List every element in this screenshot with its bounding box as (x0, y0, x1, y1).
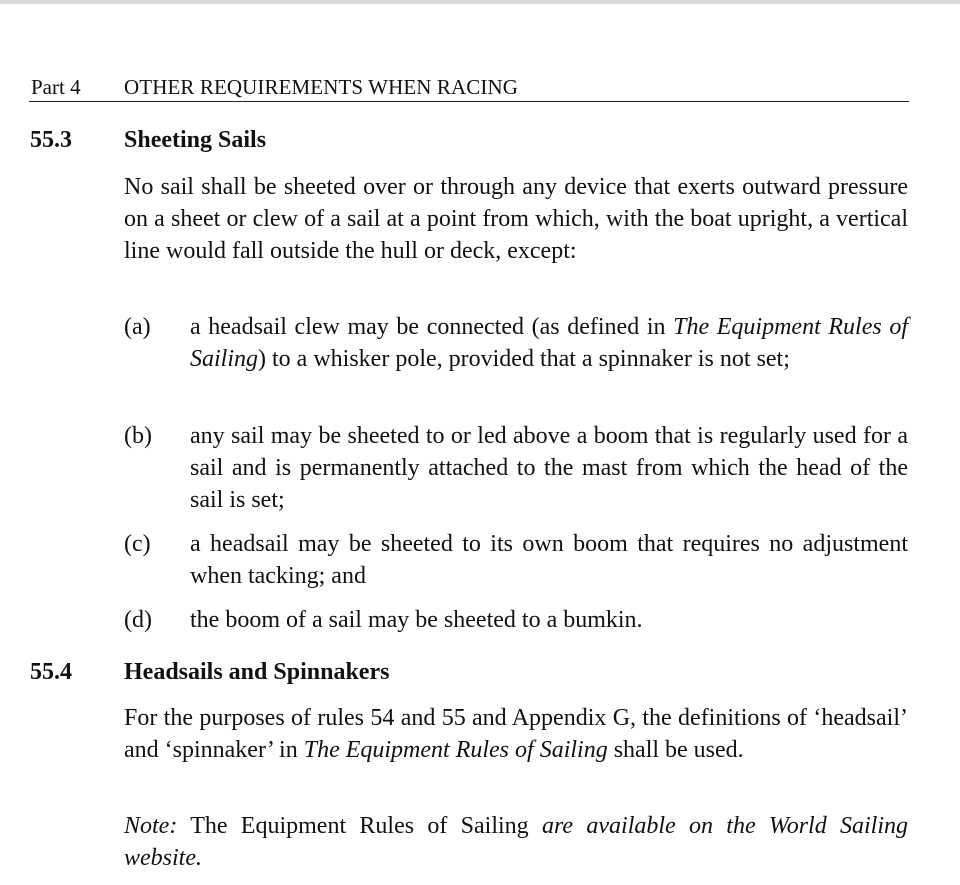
item-d-label: (d) (124, 607, 152, 633)
item-b-text: any sail may be sheeted to or led above a boom that is regularly used for a sail and is permanently attached to the mast from which the head of the sail is set; (190, 423, 908, 513)
top-border-strip (0, 0, 960, 4)
rule-55-4-title: Headsails and Spinnakers (124, 659, 390, 685)
item-c-label: (c) (124, 531, 151, 557)
rule-55-4-text-part2: shall be used. (607, 737, 744, 763)
rule-55-3-number: 55.3 (30, 127, 72, 153)
item-b-label: (b) (124, 423, 152, 449)
rule-55-3-intro: No sail shall be sheeted over or through any device that exerts outward pressure on a sheet or clew of a sail at a point from which, with the boat upright, a vertical line would fall outside the hull or deck, except: (124, 174, 908, 264)
rule-55-4-note (124, 810, 908, 874)
rule-55-4-text-part1: For the purposes of rules 54 and 55 and Appendix G, the definitions of ‘headsail’ and ‘spinnaker’ in (124, 705, 908, 763)
part-number: Part 4 (31, 75, 81, 99)
note-label: Note: (124, 813, 178, 839)
item-a-label: (a) (124, 314, 151, 340)
item-a-italic-title: The Equipment Rules of Sailing (190, 314, 909, 372)
item-a-text (190, 311, 908, 375)
note-text-part2: are available on the World Sailing website. (124, 813, 909, 871)
part-title: OTHER REQUIREMENTS WHEN RACING (124, 75, 519, 99)
rule-55-4-text (124, 702, 908, 766)
item-d-text: the boom of a sail may be sheeted to a bumkin. (190, 607, 643, 633)
rule-55-4-italic-title: The Equipment Rules of Sailing (303, 737, 608, 763)
note-text-part1: The Equipment Rules of Sailing (177, 813, 542, 839)
item-a-text-part1: a headsail clew may be connected (as defined in (190, 314, 674, 340)
page-header (29, 74, 909, 102)
item-a-text-part2: ) to a whisker pole, provided that a spinnaker is not set; (258, 346, 790, 372)
item-c-text: a headsail may be sheeted to its own boom that requires no adjustment when tacking; and (190, 531, 908, 589)
rule-55-3-title: Sheeting Sails (124, 127, 267, 153)
rule-55-4-number: 55.4 (30, 659, 72, 685)
